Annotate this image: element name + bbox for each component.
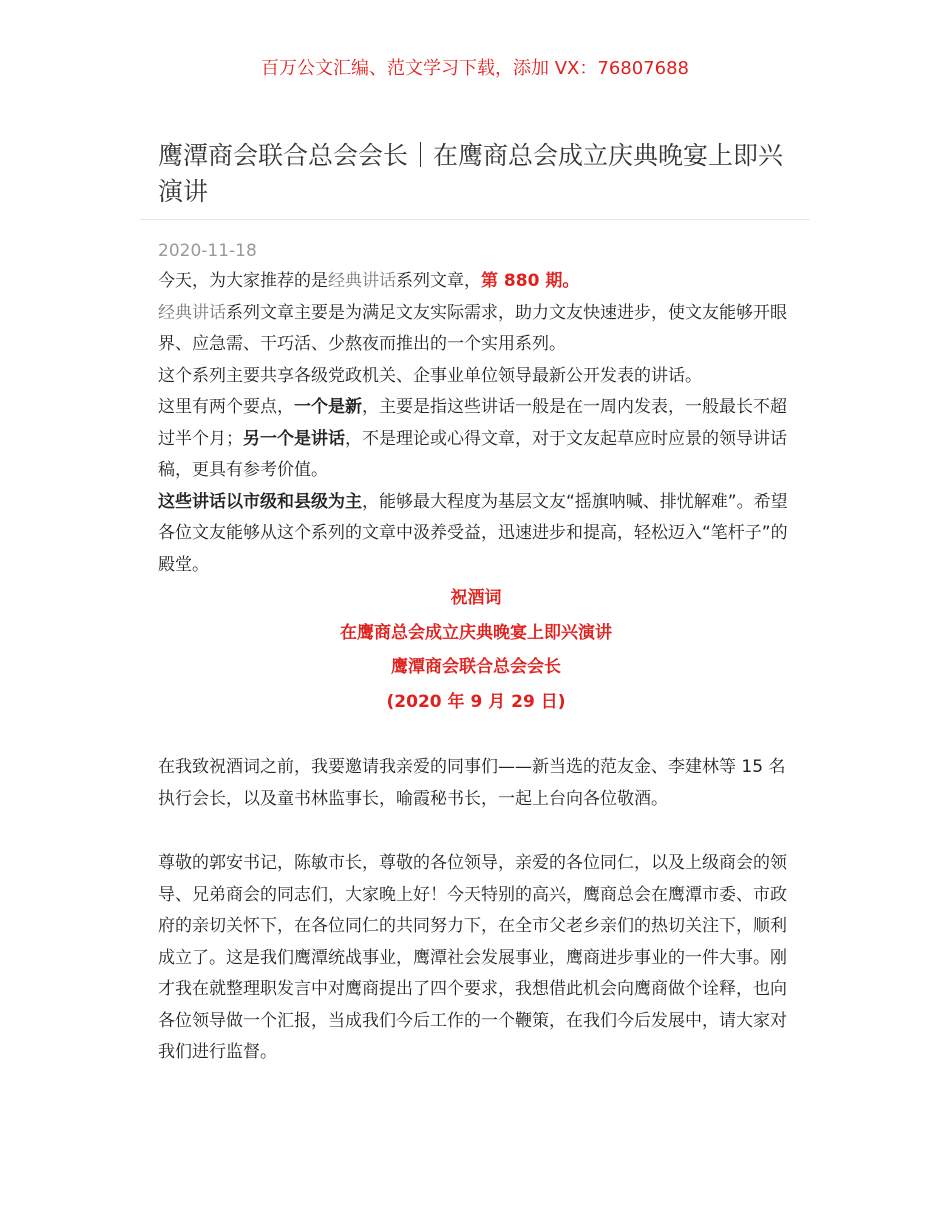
issue-number: 第 880 期。 — [481, 271, 580, 291]
publish-date: 2020-11-18 — [158, 241, 257, 261]
key-point-1: 一个是新 — [294, 397, 362, 417]
intro-paragraph-5 — [158, 487, 794, 582]
body-paragraph-2: 尊敬的郭安书记，陈敏市长，尊敬的各位领导，亲爱的各位同仁，以及上级商会的领导、兄弟商会的同志们，大家晚上好！今天特别的高兴，鹰商总会在鹰潭市委、市政府的亲切关怀下，在各位同仁的共同努力下，在全市父老乡亲们的热切关注下，顺利成立了。这是我们鹰潭统战事业，鹰潭社会发展事业，鹰商进步事业的一件大事。刚才我在就整理职发言中对鹰商提出了四个要求，我想借此机会向鹰商做个诠释，也向各位领导做一个汇报，当成我们今后工作的一个鞭策，在我们今后发展中，请大家对我们进行监督。 — [158, 853, 787, 1062]
key-point-3: 这些讲话以市级和县级为主 — [158, 491, 362, 512]
spacer — [158, 815, 794, 848]
intro-paragraph-2 — [158, 298, 794, 361]
speech-header — [158, 581, 794, 719]
intro-text: 这里有两个要点， — [158, 397, 294, 417]
intro-text: 系列文章， — [396, 271, 481, 291]
intro-paragraph-1 — [158, 266, 794, 298]
intro-paragraph-3: 这个系列主要共享各级党政机关、企事业单位领导最新公开发表的讲话。 — [158, 365, 702, 386]
intro-text: 今天，为大家推荐的是 — [158, 271, 328, 291]
body-paragraph-1: 在我致祝酒词之前，我要邀请我亲爱的同事们——新当选的范友金、李建林等 15 名执行会长，以及童书林监事长，喻霞秘书长，一起上台向各位敬酒。 — [158, 757, 786, 809]
intro-text: ，主要是指这些讲话一般是在一周内发表，一般最长不超过半个月； — [158, 397, 787, 449]
title-divider — [140, 219, 810, 220]
speech-date: (2020 年 9 月 29 日) — [386, 691, 566, 712]
speaker-role: 鹰潭商会联合总会会长 — [391, 657, 561, 677]
intro-text: 系列文章主要是为满足文友实际需求，助力文友快速进步，使文友能够开眼界、应急需、干巧活、少熬夜而推出的一个实用系列。 — [158, 302, 787, 354]
spacer — [158, 719, 794, 752]
key-point-2: 另一个是讲话 — [243, 428, 345, 449]
speech-type: 祝酒词 — [450, 588, 502, 608]
speech-title: 在鹰商总会成立庆典晚宴上即兴演讲 — [340, 622, 612, 643]
article-content — [158, 266, 794, 1069]
article-title: 鹰潭商会联合总会会长｜在鹰商总会成立庆典晚宴上即兴演讲 — [158, 141, 784, 206]
header-banner: 百万公文汇编、范文学习下载，添加 VX：76807688 — [261, 58, 689, 79]
intro-paragraph-4 — [158, 392, 794, 487]
intro-text: ，能够最大程度为基层文友“摇旗呐喊、排忧解难”。希望各位文友能够从这个系列的文章中汲养受益，迅速进步和提高，轻松迈入“笔杆子”的殿堂。 — [158, 491, 788, 575]
series-name: 经典讲话 — [158, 302, 226, 323]
series-name: 经典讲话 — [328, 271, 396, 291]
intro-text: ，不是理论或心得文章，对于文友起草应时应景的领导讲话稿，更具有参考价值。 — [158, 428, 787, 480]
